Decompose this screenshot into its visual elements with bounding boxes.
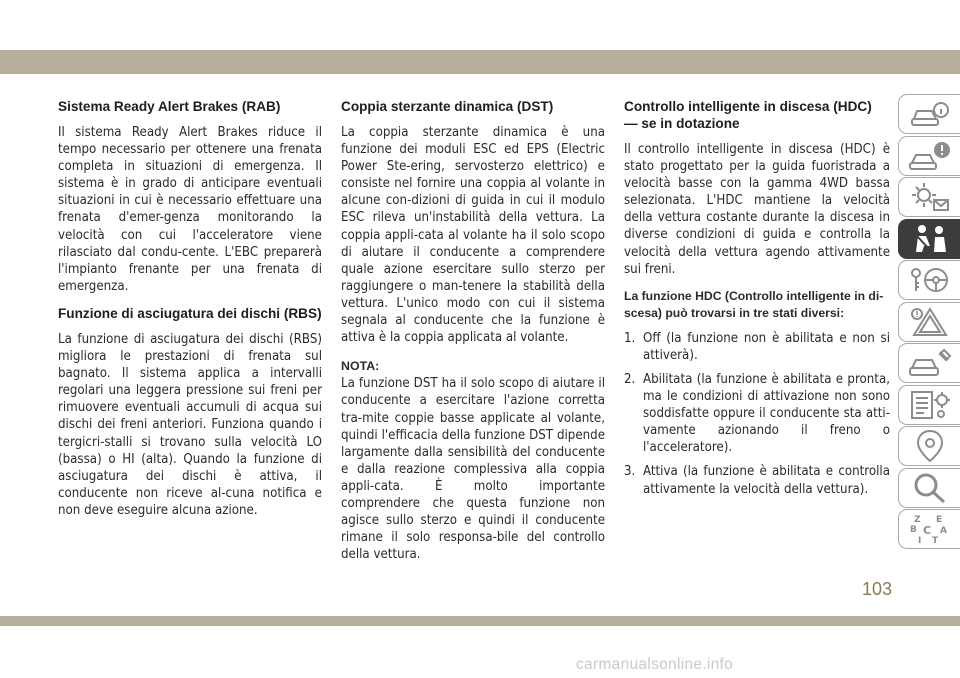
paragraph-rab: Il sistema Ready Alert Brakes riduce il tempo necessario per ottenere una frenata completa in situazioni di emergenza. Il sistema è in grado di anticipare eventuali situazioni in cui è necessario effettuare una frenata d'emer-genza monitorando la velocità con cui l'acceleratore viene rilasciato dal condu-cente. L'EBC preparerà l'impianto frenante per una frenata di emergenza. xyxy=(58,125,322,294)
svg-text:I: I xyxy=(917,536,921,546)
list-item xyxy=(624,330,890,364)
page-number: 103 xyxy=(862,579,893,599)
watermark: carmanualsonline.info xyxy=(576,656,734,673)
safety-seatbelt-icon xyxy=(908,222,952,256)
svg-text:Z: Z xyxy=(913,515,921,525)
tab-search[interactable] xyxy=(898,468,960,508)
tab-servicing[interactable] xyxy=(898,343,960,383)
tab-emergency[interactable] xyxy=(898,302,960,342)
svg-text:A: A xyxy=(939,526,947,536)
section-heading-rbs: Funzione di asciugatura dei dischi (RBS) xyxy=(58,305,322,321)
list-item-number: 1. xyxy=(624,330,636,346)
svg-text:B: B xyxy=(909,525,917,535)
list-item xyxy=(624,371,890,456)
paragraph-rbs: La funzione di asciugatura dei dischi (RBS) migliora le prestazioni di frenata sul bagnato. Il sistema applica a intervalli regolari una leggera pressione sui freni per rimuovere eventuali accumuli di acqua sui dischi dei freni anteriori. Funziona quando i tergicri-stalli si trovano sulla velocità LO (bassa) o HI (alta). Quando la funzione di asciugatura dei dischi è attiva, il conducente non riceve al-cuna notifica e non deve eseguire alcuna azione. xyxy=(58,331,322,518)
svg-text:C: C xyxy=(922,524,931,537)
alphabetical-index-icon xyxy=(908,512,952,546)
paragraph-hdc: Il controllo intelligente in discesa (HDC) è stato progettato per la guida fuoristrada a velocità basse con la gamma 4WD bassa selezionata. L'HDC mantiene la velocità della vettura costante durante la discesa in diverse condizioni di guida e controlla la velocità della vettura agendo attivamente sui freni. xyxy=(624,142,890,277)
key-steering-wheel-icon xyxy=(908,263,952,297)
tab-car-alert[interactable] xyxy=(898,136,960,176)
maintenance-list-icon xyxy=(908,388,952,422)
column-1 xyxy=(58,98,322,529)
hdc-states-intro: La funzione HDC (Controllo intelligente in di-scesa) può trovarsi in tre stati diversi: xyxy=(624,288,884,320)
column-3 xyxy=(624,98,890,505)
section-heading-dst: Coppia sterzante dinamica (DST) xyxy=(341,99,554,114)
section-heading-hdc: Controllo intelligente in discesa (HDC) — se in dotazione xyxy=(624,99,872,131)
svg-text:E: E xyxy=(935,515,942,525)
search-icon xyxy=(908,471,952,505)
list-item-text: Off (la funzione non è abilitata e non si attiverà). xyxy=(643,330,890,363)
bottom-decorative-band xyxy=(0,616,960,626)
car-info-icon xyxy=(908,97,952,131)
top-decorative-band xyxy=(0,50,960,74)
warning-triangle-icon xyxy=(908,305,952,339)
tab-maintenance[interactable] xyxy=(898,385,960,425)
tab-dashboard-lights[interactable] xyxy=(898,177,960,217)
chapter-tabs xyxy=(898,94,960,551)
list-item xyxy=(624,463,890,497)
tab-starting-operating[interactable] xyxy=(898,260,960,300)
section-heading-rab: Sistema Ready Alert Brakes (RAB) xyxy=(58,99,281,114)
list-item-text: Attiva (la funzione è abilitata e controlla attivamente la velocità della vettura). xyxy=(643,464,890,497)
dashboard-lights-icon xyxy=(908,180,952,214)
tab-index[interactable] xyxy=(898,509,960,549)
note-text: La funzione DST ha il solo scopo di aiutare il conducente a esercitare l'azione corretta tra-mite coppie basse applicate al volante, quindi l'efficacia della funzione DST dipende largamente dalla sensibilità del conducente e dalla reazione complessiva alla coppia appli-cata. È molto importante comprendere che questa funzione non agisce sullo sterzo e quindi il conducente rimane il solo responsa-bile del controllo della vettura. xyxy=(341,376,605,563)
tab-safety[interactable] xyxy=(898,219,960,259)
note-label: NOTA: xyxy=(341,359,380,374)
paragraph-dst: La coppia sterzante dinamica è una funzione dei moduli ESC ed EPS (Electric Power Ste-ering, servosterzo elettrico) e consiste nel fornire una coppia al volante in alcune con-dizioni di guida in cui il modulo ESC rileva un'instabilità della vettura. La coppia appli-cata al volante ha il solo scopo di aiutare il conducente a comprendere quale azione esercitare sullo sterzo per raggiungere o man-tenere la stabilità della vettura. L'unico modo con cui il sistema segnala al conducente che la funzione è attiva è la coppia applicata al volante. xyxy=(341,125,605,346)
list-item-number: 2. xyxy=(624,371,636,387)
column-2 xyxy=(341,98,605,573)
car-service-icon xyxy=(908,346,952,380)
tab-technical-specs[interactable] xyxy=(898,426,960,466)
technical-specs-icon xyxy=(908,429,952,463)
list-item-number: 3. xyxy=(624,464,636,480)
list-item-text: Abilitata (la funzione è abilitata e pronta, ma le condizioni di attivazione non sono soddisfatte oppure il conducente sta atti-vamente azionando il freno o l'acceleratore). xyxy=(643,371,890,456)
car-alert-icon xyxy=(908,139,952,173)
svg-text:T: T xyxy=(931,536,938,546)
tab-car-info[interactable] xyxy=(898,94,960,134)
hdc-states-list xyxy=(624,330,890,498)
